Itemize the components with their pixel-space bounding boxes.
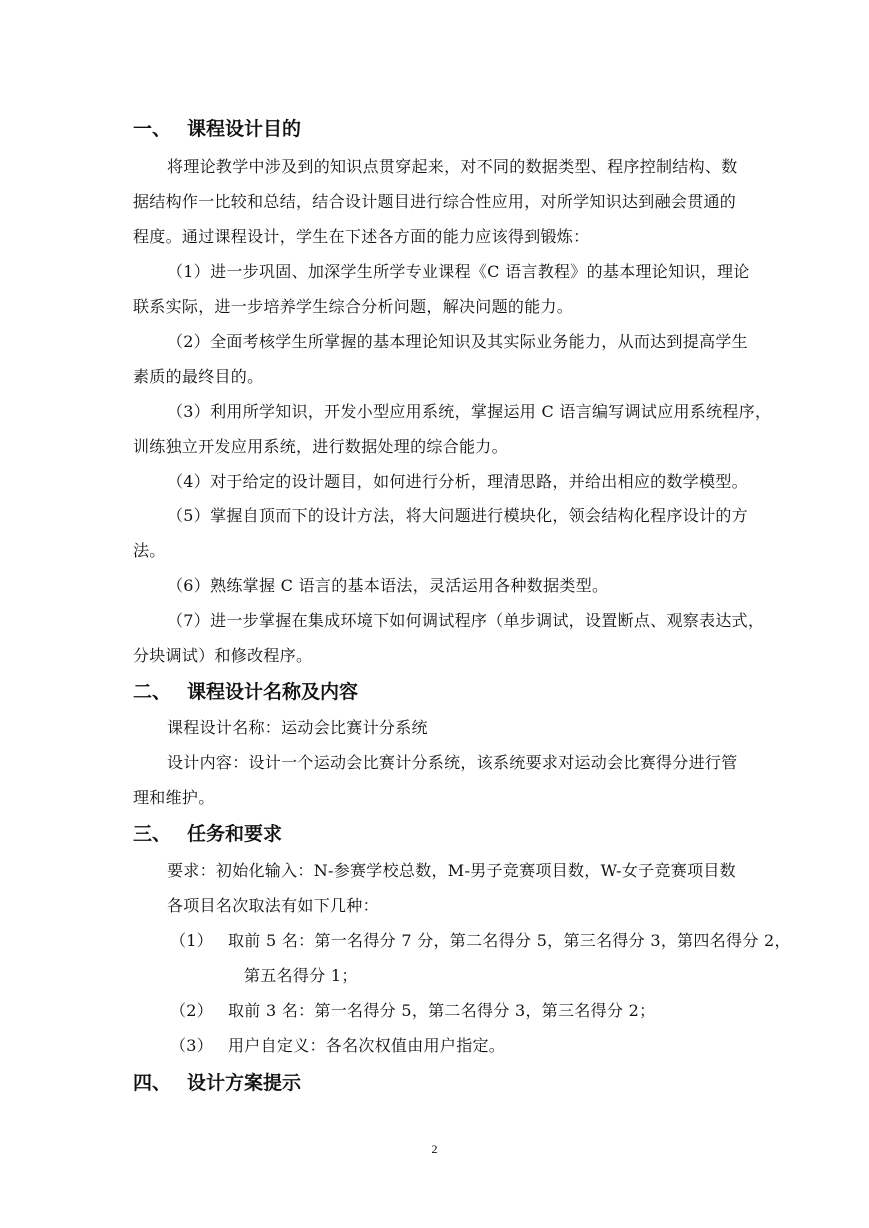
ranking-intro-line: 各项目名次取法有如下几种： [167,896,379,915]
option-1-line-2: 第五名得分 1； [244,966,358,985]
option-1-label: （1） [170,931,214,950]
section-1-title: 课程设计目的 [187,118,302,140]
option-3-text: 用户自定义：各名次权值由用户指定。 [228,1036,506,1055]
option-3-line-1 [170,1036,505,1056]
list-item-3-line-2: 训练独立开发应用系统，进行数据处理的综合能力。 [133,437,508,456]
list-item-1-line-1: （1）进一步巩固、加深学生所学专业课程《C 语言教程》的基本理论知识，理论 [167,262,750,281]
paragraph-line: 据结构作一比较和总结，结合设计题目进行综合性应用，对所学知识达到融会贯通的 [133,192,737,211]
list-item-1-line-2: 联系实际，进一步培养学生综合分析问题，解决问题的能力。 [133,297,574,316]
list-item-7-line-1: （7）进一步掌握在集成环境下如何调试程序（单步调试，设置断点、观察表达式， [167,611,765,630]
design-content-line-1: 设计内容：设计一个运动会比赛计分系统，该系统要求对运动会比赛得分进行管 [167,753,738,772]
option-1-text: 取前 5 名：第一名得分 7 分，第二名得分 5，第三名得分 3，第四名得分 2， [228,931,791,950]
requirement-line: 要求：初始化输入：N-参赛学校总数，M-男子竞赛项目数，W-女子竞赛项目数 [167,861,736,880]
list-item-2-line-2: 素质的最终目的。 [133,367,264,386]
list-item-5-line-2: 法。 [133,541,166,560]
list-item-4-line-1: （4）对于给定的设计题目，如何进行分析，理清思路，并给出相应的数学模型。 [167,472,748,491]
course-name-line: 课程设计名称：运动会比赛计分系统 [167,718,428,737]
option-2-text: 取前 3 名：第一名得分 5，第二名得分 3，第三名得分 2； [228,1001,656,1020]
section-1-number: 一、 [133,118,172,140]
paragraph-line: 将理论教学中涉及到的知识点贯穿起来，对不同的数据类型、程序控制结构、数 [167,157,738,176]
section-4-title: 设计方案提示 [187,1072,302,1094]
section-4-heading [133,1072,301,1094]
list-item-2-line-1: （2）全面考核学生所掌握的基本理论知识及其实际业务能力，从而达到提高学生 [167,332,748,351]
option-2-label: （2） [170,1001,214,1020]
list-item-6-line-1: （6）熟练掌握 C 语言的基本语法，灵活运用各种数据类型。 [167,576,609,595]
section-2-heading [133,681,358,703]
section-1-heading [133,118,301,140]
option-3-label: （3） [170,1036,214,1055]
option-1-line-1 [170,931,791,951]
section-3-title: 任务和要求 [187,823,283,845]
section-3-number: 三、 [133,823,172,845]
section-4-number: 四、 [133,1072,172,1094]
list-item-3-line-1: （3）利用所学知识，开发小型应用系统，掌握运用 C 语言编写调试应用系统程序， [167,402,772,421]
section-2-title: 课程设计名称及内容 [187,681,359,703]
page-number: 2 [431,1142,438,1156]
option-2-line-1 [170,1001,655,1021]
section-3-heading [133,823,282,845]
list-item-7-line-2: 分块调试）和修改程序。 [133,646,313,665]
design-content-line-2: 理和维护。 [133,788,215,807]
list-item-5-line-1: （5）掌握自顶而下的设计方法，将大问题进行模块化，领会结构化程序设计的方 [167,506,748,525]
section-2-number: 二、 [133,681,172,703]
paragraph-line: 程度。通过课程设计，学生在下述各方面的能力应该得到锻炼： [133,227,590,246]
